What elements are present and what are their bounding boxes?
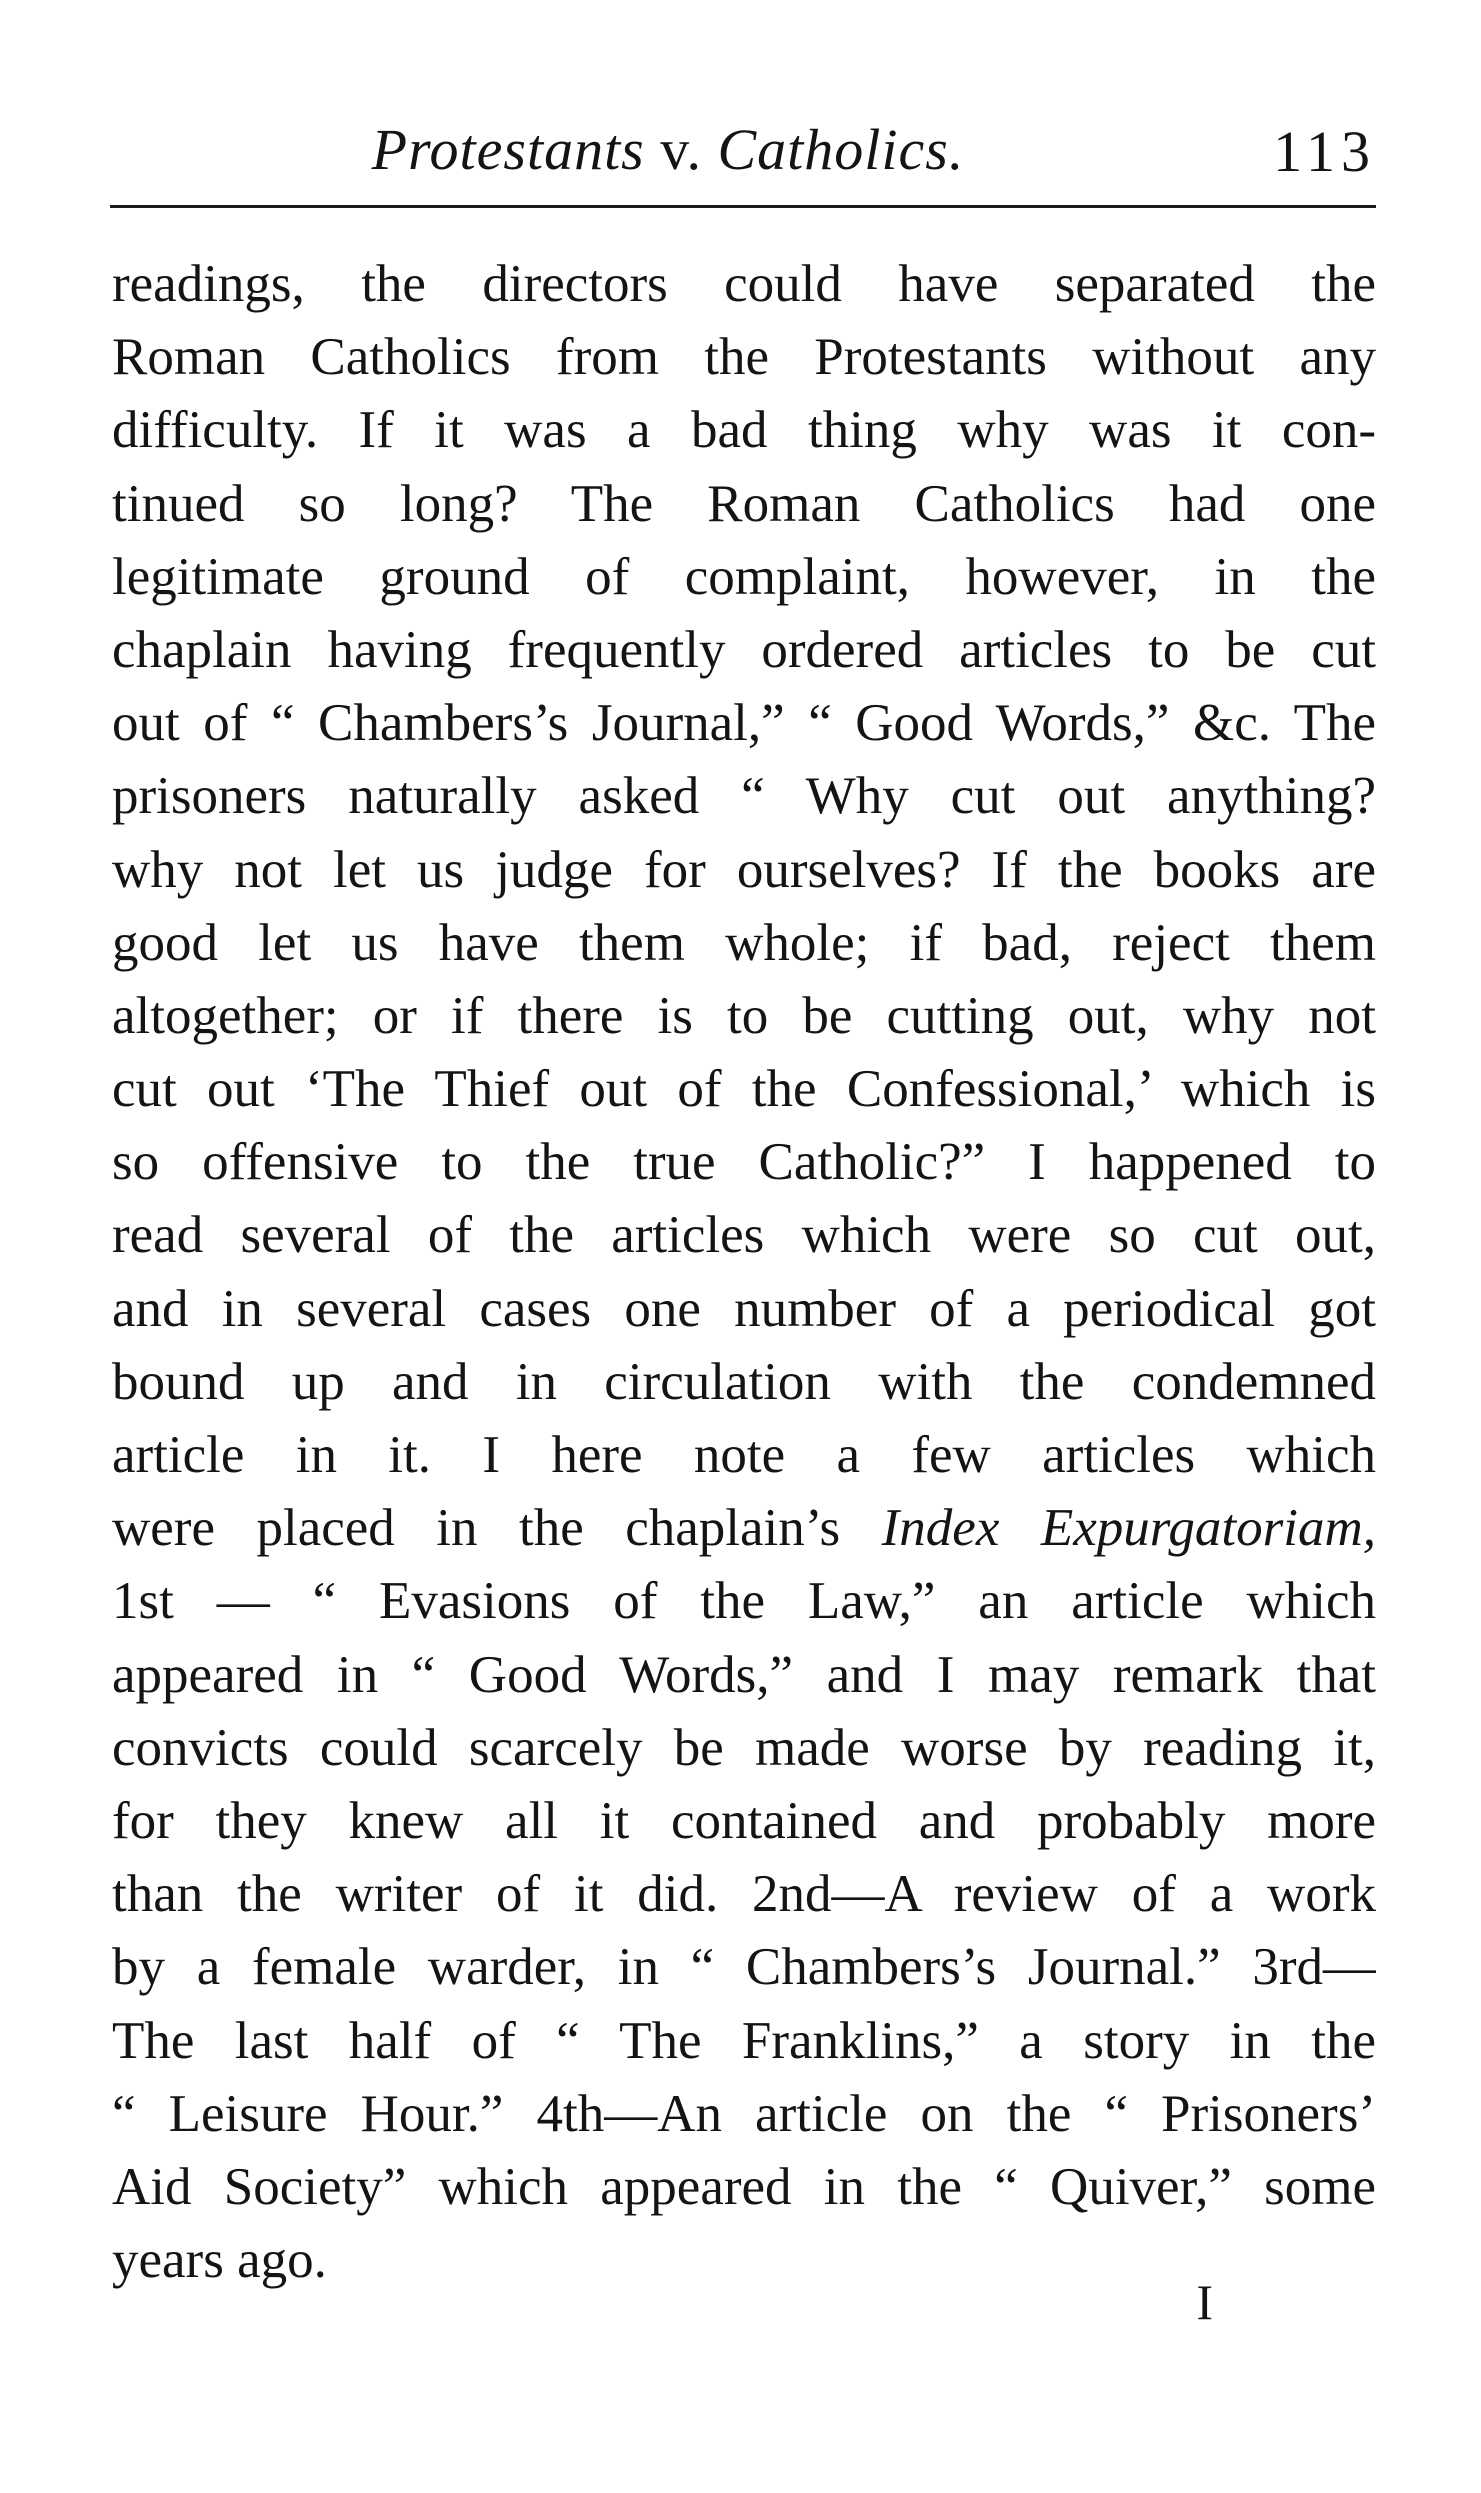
signature-mark: I: [1196, 2274, 1213, 2330]
text-line: Roman Catholics from the Protestants without any: [112, 328, 1376, 387]
text-line: The last half of “ The Franklins,” a story in the: [112, 2011, 1376, 2070]
text-line: so offensive to the true Catholic?” I happened to: [112, 1133, 1376, 1192]
running-header: [110, 110, 1376, 200]
text-line: why not let us judge for ourselves? If the books are: [112, 840, 1376, 899]
text-line: article in it. I here note a few articles which: [112, 1426, 1376, 1484]
text-line: prisoners naturally asked “ Why cut out anything?: [112, 767, 1376, 826]
text-line: 1st — “ Evasions of the Law,” an article which: [112, 1572, 1376, 1631]
text-line: chaplain having frequently ordered articles to be cut: [112, 620, 1376, 679]
text-line: read several of the articles which were so cut out,: [112, 1206, 1376, 1265]
text-line: and in several cases one number of a periodical got: [112, 1279, 1376, 1338]
text-line: legitimate ground of complaint, however, in the: [112, 547, 1376, 606]
running-title-part2: Catholics.: [717, 117, 965, 182]
running-title-part1: Protestants: [371, 117, 645, 182]
text-line: Aid Society” which appeared in the “ Quiver,” some: [112, 2157, 1376, 2216]
text-line-index-expurgatoriam: [112, 1492, 1376, 1565]
running-title-separator: v.: [644, 117, 718, 182]
text-line: difficulty. If it was a bad thing why was it con-: [112, 401, 1376, 460]
text-line: than the writer of it did. 2nd—A review of a work: [112, 1865, 1376, 1924]
text-line: for they knew all it contained and probably more: [112, 1791, 1376, 1850]
running-title: [110, 110, 1226, 190]
body-text: [112, 248, 1376, 2297]
text-line: “ Leisure Hour.” 4th—An article on the “ Prisoners’: [112, 2084, 1376, 2143]
text-line: by a female warder, in “ Chambers’s Journal.” 3rd—: [112, 1938, 1376, 1997]
text-line: convicts could scarcely be made worse by reading it,: [112, 1718, 1376, 1777]
text-line: good let us have them whole; if bad, reject them: [112, 913, 1376, 972]
text-line: appeared in “ Good Words,” and I may remark that: [112, 1645, 1376, 1704]
text-line: cut out ‘The Thief out of the Confessional,’ which is: [112, 1060, 1376, 1119]
text-line: out of “ Chambers’s Journal,” “ Good Words,” &c. The: [112, 694, 1376, 753]
text-line-before-italic: were placed in the chaplain’s: [112, 1499, 882, 1558]
text-line-last: years ago.: [112, 2231, 327, 2290]
page-number: 113: [1273, 119, 1376, 184]
text-line: readings, the directors could have separated the: [112, 255, 1376, 313]
text-line: tinued so long? The Roman Catholics had one: [112, 474, 1376, 533]
index-expurgatoriam-italic: Index Expurgatoriam,: [881, 1499, 1376, 1558]
text-line: bound up and in circulation with the condemned: [112, 1352, 1376, 1411]
text-line: altogether; or if there is to be cutting out, why not: [112, 986, 1376, 1045]
header-rule: [110, 205, 1376, 208]
